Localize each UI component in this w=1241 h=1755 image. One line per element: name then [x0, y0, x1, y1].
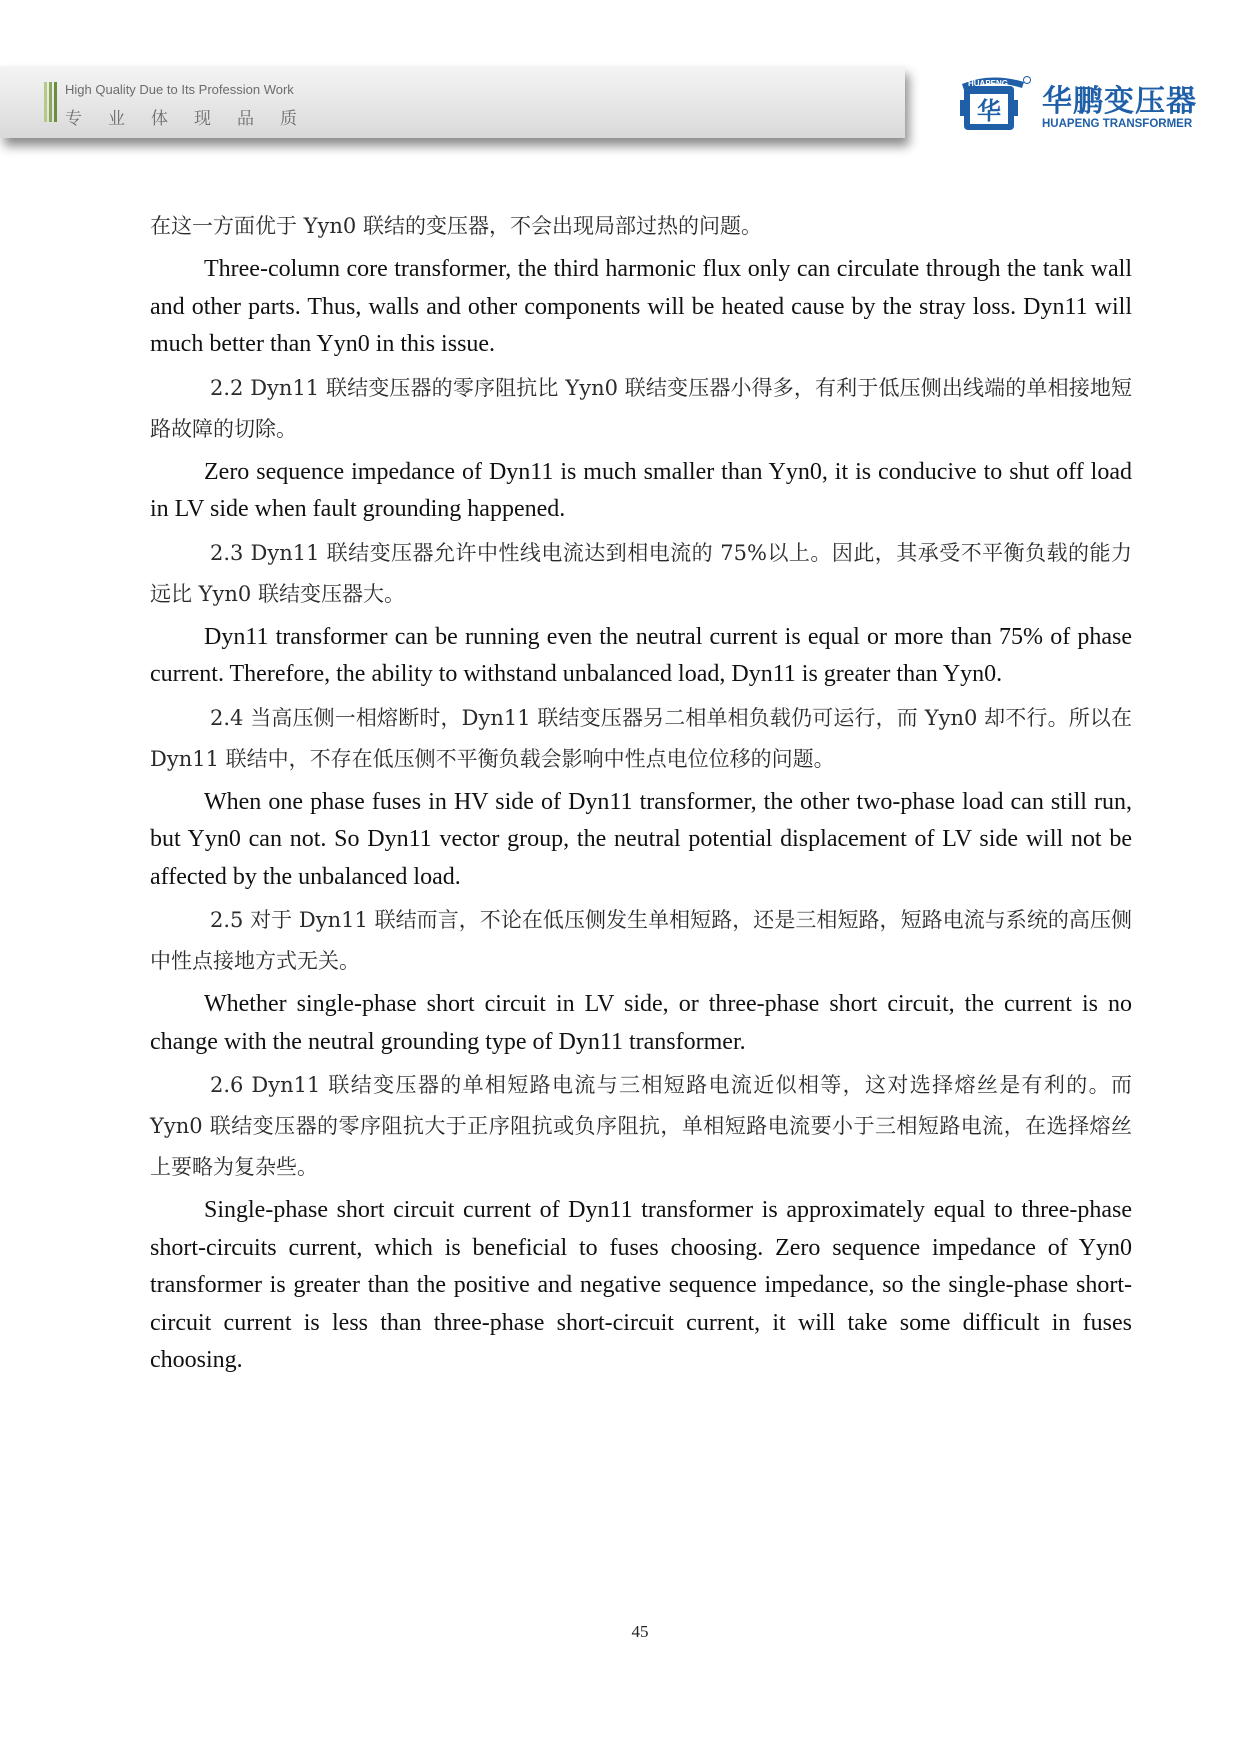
paragraph-en: Zero sequence impedance of Dyn11 is much smaller than Yyn0, it is conducive to shut off load in LV side when fault grounding happened.	[150, 458, 1132, 522]
header-accent-bar	[49, 82, 52, 122]
header-accent-bar	[54, 82, 57, 122]
paragraph-zh: 在这一方面优于 Yyn0 联结的变压器，不会出现局部过热的问题。	[150, 214, 762, 238]
header-accent-bar	[44, 82, 47, 122]
paragraph-en: Three-column core transformer, the third harmonic flux only can circulate through the tank wall and other parts. Thus, walls and other components will be heated cause by the stray loss. Dyn11 will much better than Yyn0 in this issue.	[150, 256, 1132, 357]
logo-character: 华	[977, 97, 1001, 125]
paragraph-zh: 2.5 对于 Dyn11 联结而言，不论在低压侧发生单相短路，还是三相短路，短路电流与系统的高压侧中性点接地方式无关。	[150, 908, 1132, 973]
document-body	[150, 206, 1132, 1384]
brand-name-english: HUAPENG TRANSFORMER	[1042, 118, 1193, 130]
paragraph-en: Whether single-phase short circuit in LV side, or three-phase short circuit, the current is no change with the neutral grounding type of Dyn11 transformer.	[150, 991, 1132, 1055]
huapeng-logo-icon	[958, 74, 1032, 132]
paragraph-zh: 2.2 Dyn11 联结变压器的零序阻抗比 Yyn0 联结变压器小得多，有利于低压侧出线端的单相接地短路故障的切除。	[150, 375, 1132, 441]
page-number: 45	[631, 1622, 649, 1641]
paragraph-zh: 2.4 当高压侧一相熔断时，Dyn11 联结变压器另二相单相负载仍可运行，而 Yyn0 却不行。所以在 Dyn11 联结中，不存在低压侧不平衡负载会影响中性点电位位移的问题。	[150, 705, 1132, 771]
paragraph-en: Dyn11 transformer can be running even the neutral current is equal or more than 75% of phase current. Therefore, the ability to withstand unbalanced load, Dyn11 is greater than Yyn0.	[150, 623, 1132, 687]
tagline-chinese: 专业体现品质	[65, 109, 323, 129]
brand-name-chinese: 华鹏变压器	[1042, 84, 1197, 119]
paragraph-en: When one phase fuses in HV side of Dyn11 transformer, the other two-phase load can still run, but Yyn0 can not. So Dyn11 vector group, the neutral potential displacement of LV side will not be affected by the unbalanced load.	[150, 788, 1132, 890]
logo-wordmark: HUAPENG	[968, 79, 1009, 88]
tagline-english: High Quality Due to Its Profession Work	[65, 82, 294, 97]
paragraph-zh: 2.6 Dyn11 联结变压器的单相短路电流与三相短路电流近似相等，这对选择熔丝是有利的。而 Yyn0 联结变压器的零序阻抗大于正序阻抗或负序阻抗，单相短路电流要小于三相短路电流，在选择熔丝上要略为复杂些。	[150, 1073, 1132, 1179]
paragraph-zh: 2.3 Dyn11 联结变压器允许中性线电流达到相电流的 75%以上。因此，其承受不平衡负载的能力远比 Yyn0 联结变压器大。	[150, 540, 1132, 606]
paragraph-en: Single-phase short circuit current of Dyn11 transformer is approximately equal to three-phase short-circuits current, which is beneficial to fuses choosing. Zero sequence impedance of Yyn0 transformer is greater than the positive and negative sequence impedance, so the single-phase short-circuit current is less than three-phase short-circuit current, it will take some difficult in fuses choosing.	[150, 1197, 1132, 1373]
